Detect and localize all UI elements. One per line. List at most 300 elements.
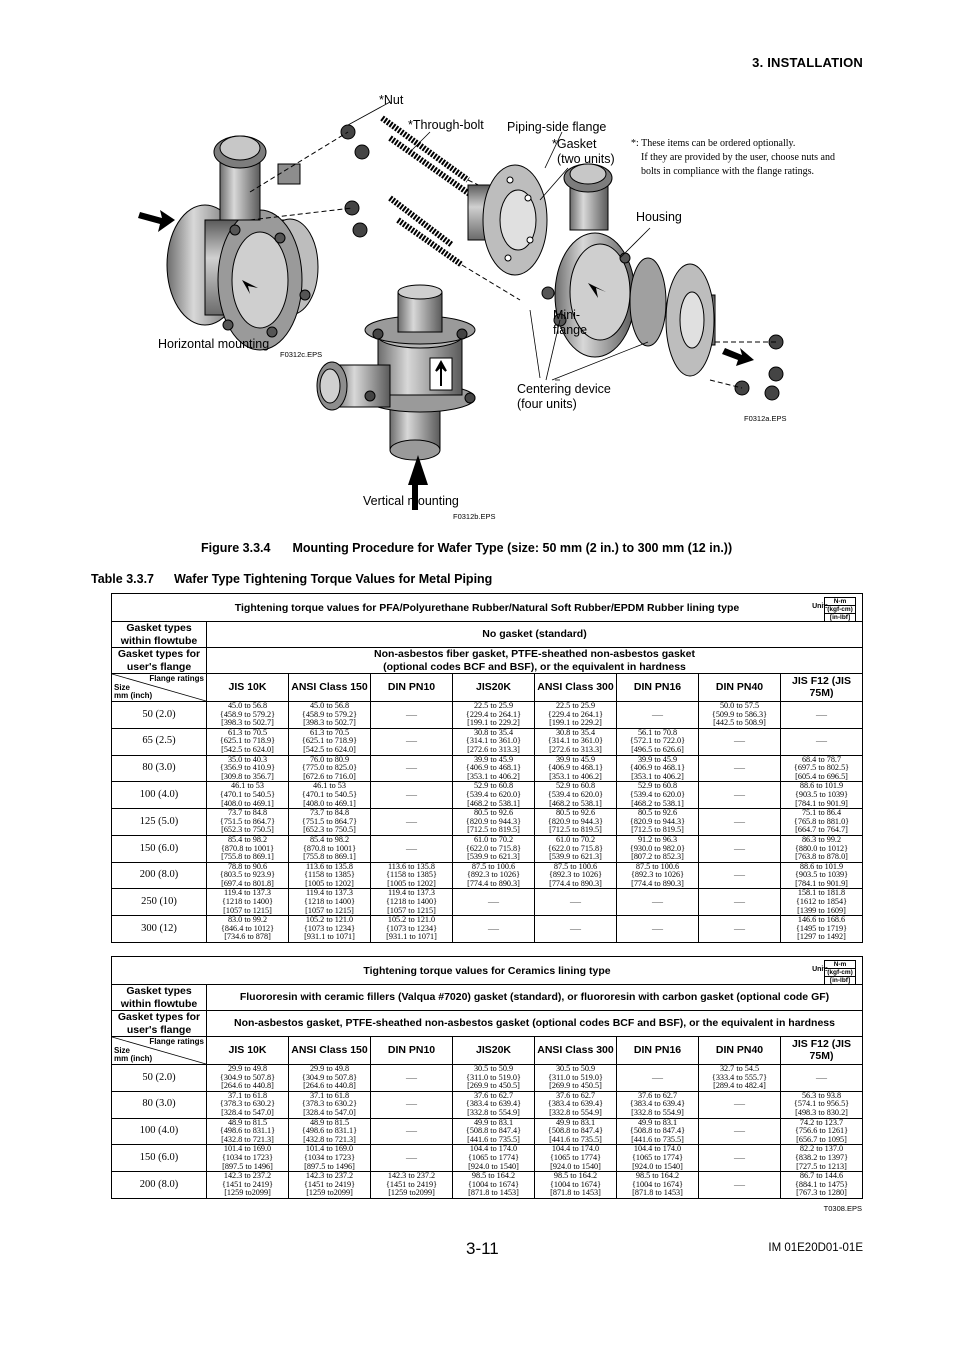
column-header-row [112, 674, 863, 702]
torque-value-line: {378.3 to 630.2} [301, 1099, 358, 1109]
col-header: DIN PN40 [699, 1037, 781, 1065]
torque-value-line: {356.9 to 410.9} [219, 763, 276, 773]
unit-label: Unit: [812, 602, 829, 610]
torque-cell [781, 1172, 863, 1199]
torque-value-line: 30.8 to 35.4 [555, 728, 596, 737]
flowtube-gasket-value: No gasket (standard) [207, 622, 863, 648]
torque-value-line: — [734, 788, 745, 801]
torque-cell [289, 728, 371, 755]
torque-value-line: [542.5 to 624.0] [221, 744, 274, 754]
centering-device-label: Centering device [517, 382, 611, 396]
torque-cell [289, 835, 371, 862]
torque-cell [617, 728, 699, 755]
user-gasket-line1: Non-asbestos fiber gasket, PTFE-sheathed non-asbestos gasket [374, 648, 695, 661]
torque-value-line: — [816, 708, 827, 721]
torque-cell [453, 916, 535, 943]
figure-caption-text: Mounting Procedure for Wafer Type (size: 50 mm (2 in.) to 300 mm (12 in.)) [292, 541, 733, 555]
torque-value-line: {884.1 to 1475} [794, 1179, 849, 1189]
user-gasket-value [207, 648, 863, 674]
torque-value-line: 68.4 to 78.7 [801, 755, 842, 764]
torque-value-line: 52.9 to 60.8 [637, 781, 678, 791]
torque-value-line: [1259 to2099] [306, 1188, 353, 1198]
torque-value-line: [931.1 to 1071] [386, 932, 437, 942]
torque-value-line: {870.8 to 1001} [302, 843, 357, 853]
torque-value-line: 49.9 to 83.1 [473, 1118, 514, 1127]
torque-value-line: — [406, 788, 417, 801]
torque-cell [453, 1172, 535, 1199]
torque-cell [453, 1065, 535, 1092]
torque-cell [535, 916, 617, 943]
torque-value-line: [353.1 to 406.2] [631, 771, 684, 781]
torque-value-line: [264.6 to 440.8] [221, 1081, 274, 1091]
torque-value-line: [269.9 to 450.5] [549, 1081, 602, 1091]
torque-value-line: {378.3 to 630.2} [219, 1099, 276, 1109]
torque-value-line: {314.1 to 361.0} [547, 736, 604, 746]
torque-value-line: 75.1 to 86.4 [801, 808, 842, 818]
torque-cell [289, 1145, 371, 1172]
unit-nm: N-m [825, 961, 855, 969]
torque-value-line: [398.3 to 502.7] [303, 718, 356, 728]
torque-value-line: 82.2 to 137.0 [799, 1144, 844, 1154]
torque-value-line: 22.5 to 25.9 [555, 701, 596, 710]
torque-value-line: [332.8 to 554.9] [467, 1107, 520, 1117]
file-ref-a: F0312a.EPS [744, 414, 787, 423]
size-cell: 65 (2.5) [112, 728, 207, 755]
torque-cell [371, 1172, 453, 1199]
torque-cell [699, 1091, 781, 1118]
torque-value-line: {229.4 to 264.1} [465, 709, 522, 719]
torque-cell [617, 702, 699, 729]
torque-value-line: {383.4 to 639.4} [629, 1099, 686, 1109]
torque-value-line: 46.1 to 53 [231, 781, 264, 791]
col-header: DIN PN40 [699, 674, 781, 702]
torque-cell [535, 1065, 617, 1092]
torque-value-line: 104.4 to 174.0 [633, 1144, 682, 1154]
torque-value-line: — [734, 922, 745, 935]
flange-label: flange [553, 323, 588, 337]
size-cell: 50 (2.0) [112, 1065, 207, 1092]
torque-value-line: 52.9 to 60.8 [473, 781, 514, 791]
torque-value-line: 49.9 to 83.1 [555, 1118, 596, 1127]
torque-value-line: [328.4 to 547.0] [221, 1107, 274, 1117]
torque-value-line: — [406, 708, 417, 721]
torque-cell [535, 889, 617, 916]
torque-cell [781, 809, 863, 836]
torque-value-line: — [734, 1098, 745, 1111]
flange-ratings-label: Flange ratings [149, 674, 204, 683]
piping-side-flange-label: Piping-side flange [507, 120, 607, 134]
horizontal-mounting-label: Horizontal mounting [158, 337, 270, 351]
col-header: JIS F12 (JIS 75M) [781, 1037, 863, 1065]
torque-value-line: 37.1 to 61.8 [309, 1091, 350, 1100]
torque-value-line: 45.0 to 56.8 [309, 701, 350, 710]
torque-value-line: {820.9 to 944.3} [629, 816, 686, 826]
torque-value-line: {1034 to 1723} [303, 1152, 356, 1162]
torque-cell [699, 702, 781, 729]
torque-value-line: 91.2 to 96.3 [637, 835, 678, 844]
torque-cell [371, 835, 453, 862]
torque-value-line: — [734, 842, 745, 855]
torque-cell [535, 728, 617, 755]
torque-cell [371, 782, 453, 809]
torque-value-line: {470.1 to 540.5} [301, 789, 358, 799]
torque-value-line: 73.7 to 84.8 [227, 808, 268, 818]
torque-value-line: {539.4 to 620.0} [465, 789, 522, 799]
torque-value-line: 101.4 to 169.0 [305, 1144, 354, 1154]
torque-cell [699, 755, 781, 782]
torque-cell [781, 889, 863, 916]
torque-cell [289, 916, 371, 943]
torque-cell [617, 782, 699, 809]
file-ref-c: F0312c.EPS [280, 350, 323, 359]
col-header: ANSI Class 150 [289, 1037, 371, 1065]
torque-value-line: 80.5 to 92.6 [637, 808, 678, 818]
col-header: JIS F12 (JIS 75M) [781, 674, 863, 702]
size-unit: mm (inch) [114, 691, 153, 700]
mounting-figure [100, 80, 880, 530]
size-cell: 250 (10) [112, 889, 207, 916]
torque-cell [535, 755, 617, 782]
torque-value-line: — [570, 896, 581, 909]
torque-cell [371, 1145, 453, 1172]
torque-value-line: {751.5 to 864.7} [301, 816, 358, 826]
torque-cell [207, 1172, 289, 1199]
torque-value-line: 30.5 to 50.9 [555, 1064, 596, 1073]
table-caption-text: Wafer Type Tightening Torque Values for Metal Piping [174, 572, 493, 586]
torque-cell [453, 755, 535, 782]
torque-value-line: [712.5 to 819.5] [467, 825, 520, 835]
torque-value-line: [542.5 to 624.0] [303, 744, 356, 754]
torque-value-line: [774.4 to 890.3] [631, 878, 684, 888]
torque-cell [781, 728, 863, 755]
torque-cell [781, 755, 863, 782]
torque-value-line: 105.2 to 121.0 [305, 915, 354, 925]
torque-value-line: {1451 to 2419} [221, 1179, 274, 1189]
torque-cell [371, 755, 453, 782]
torque-value-line: 56.3 to 93.8 [801, 1091, 842, 1100]
nut-label: *Nut [379, 93, 404, 107]
torque-cell [535, 782, 617, 809]
torque-value-line: [763.8 to 878.0] [795, 852, 848, 862]
torque-value-line: [539.9 to 621.3] [467, 852, 520, 862]
torque-value-line: [269.9 to 450.5] [467, 1081, 520, 1091]
torque-value-line: [697.4 to 801.8] [221, 878, 274, 888]
unit-kgfcm: (kgf-cm) [825, 606, 855, 614]
mini-label: Mini- [553, 308, 581, 322]
torque-cell [453, 1091, 535, 1118]
torque-value-line: 48.9 to 81.5 [309, 1118, 350, 1127]
unit-kgfcm: (kgf-cm) [825, 969, 855, 977]
torque-cell [617, 1118, 699, 1145]
torque-cell [781, 782, 863, 809]
torque-table-pfa [111, 593, 863, 943]
col-header: JIS20K [453, 1037, 535, 1065]
torque-value-line: 113.6 to 135.8 [305, 862, 353, 871]
torque-value-line: — [652, 896, 663, 909]
torque-value-line: {892.3 to 1026} [630, 870, 685, 880]
torque-cell [699, 1118, 781, 1145]
torque-value-line: {1158 to 1385} [304, 870, 355, 880]
torque-value-line: — [734, 869, 745, 882]
torque-value-line: {1218 to 1400} [221, 897, 274, 907]
torque-cell [289, 782, 371, 809]
optional-note-line1: *: These items can be ordered optionally. [631, 138, 796, 149]
table-row [112, 702, 863, 729]
torque-value-line: 88.6 to 101.9 [799, 862, 844, 871]
torque-value-line: {892.3 to 1026} [548, 870, 603, 880]
torque-value-line: {880.0 to 1012} [794, 843, 849, 853]
torque-cell [371, 728, 453, 755]
torque-value-line: 98.5 to 164.2 [635, 1171, 680, 1181]
table-row [112, 1172, 863, 1199]
torque-value-line: {406.9 to 468.1} [629, 763, 686, 773]
torque-value-line: {572.1 to 722.0} [629, 736, 686, 746]
col-header: JIS20K [453, 674, 535, 702]
torque-value-line: 29.9 to 49.8 [227, 1064, 268, 1073]
torque-value-line: {756.6 to 1261} [794, 1126, 849, 1136]
torque-value-line: {383.4 to 639.4} [465, 1099, 522, 1109]
flowtube-gasket-value: Fluororesin with ceramic fillers (Valqua #7020) gasket (standard), or fluororesin with carbon gasket (optional code GF) [207, 985, 863, 1011]
torque-cell [371, 862, 453, 889]
torque-value-line: 119.4 to 137.3 [223, 888, 271, 898]
table-file-ref: T0308.EPS [823, 1204, 862, 1213]
torque-value-line: 52.9 to 60.8 [555, 781, 596, 791]
torque-value-line: 48.9 to 81.5 [227, 1118, 268, 1127]
torque-value-line: {1612 to 1854} [795, 897, 848, 907]
torque-cell [617, 862, 699, 889]
figure-caption-number: Figure 3.3.4 [201, 541, 271, 555]
unit-box [824, 960, 856, 985]
flange-ratings-label: Flange ratings [149, 1037, 204, 1046]
torque-cell [617, 1065, 699, 1092]
torque-value-line: [871.8 to 1453] [550, 1188, 601, 1198]
col-header: DIN PN10 [371, 674, 453, 702]
torque-cell [781, 1065, 863, 1092]
torque-cell [207, 835, 289, 862]
torque-value-line: [539.9 to 621.3] [549, 852, 602, 862]
torque-cell [453, 809, 535, 836]
torque-value-line: [1005 to 1202] [305, 878, 354, 888]
torque-value-line: [712.5 to 819.5] [631, 825, 684, 835]
torque-value-line: {498.6 to 831.1} [219, 1126, 276, 1136]
torque-value-line: [272.6 to 313.3] [467, 744, 520, 754]
torque-value-line: [755.8 to 869.1] [303, 852, 356, 862]
torque-value-line: {820.9 to 944.3} [547, 816, 604, 826]
torque-value-line: 104.4 to 174.0 [469, 1144, 518, 1154]
torque-value-line: {574.1 to 956.5} [793, 1099, 850, 1109]
torque-value-line: {1451 to 2419} [303, 1179, 356, 1189]
size-cell: 300 (12) [112, 916, 207, 943]
torque-value-line: 76.0 to 80.9 [309, 755, 350, 764]
torque-value-line: {1218 to 1400} [303, 897, 356, 907]
size-text: Size [114, 1046, 131, 1055]
torque-cell [699, 862, 781, 889]
torque-value-line: 37.6 to 62.7 [637, 1091, 678, 1100]
torque-value-line: — [406, 1125, 417, 1138]
torque-value-line: 39.9 to 45.9 [473, 755, 514, 764]
torque-value-line: {846.4 to 1012} [220, 923, 275, 933]
torque-value-line: — [734, 762, 745, 775]
torque-cell [207, 702, 289, 729]
torque-value-line: {1073 to 1234} [303, 923, 356, 933]
torque-cell [781, 916, 863, 943]
torque-value-line: — [816, 735, 827, 748]
torque-value-line: [408.0 to 469.1] [221, 798, 274, 808]
torque-value-line: {1065 to 1774} [549, 1152, 602, 1162]
torque-value-line: 29.9 to 49.8 [309, 1064, 350, 1073]
torque-value-line: [432.8 to 721.3] [303, 1134, 356, 1144]
torque-value-line: {304.9 to 507.8} [301, 1072, 358, 1082]
torque-value-line: — [406, 735, 417, 748]
col-header: ANSI Class 300 [535, 674, 617, 702]
unit-label: Unit: [812, 965, 829, 973]
torque-cell [535, 809, 617, 836]
torque-value-line: 142.3 to 237.2 [305, 1171, 354, 1181]
torque-value-line: 37.1 to 61.8 [227, 1091, 268, 1100]
torque-value-line: [1399 to 1609] [797, 905, 846, 915]
torque-value-line: {1065 to 1774} [631, 1152, 684, 1162]
torque-value-line: [468.2 to 538.1] [631, 798, 684, 808]
torque-cell [371, 1091, 453, 1118]
size-label [114, 1047, 152, 1063]
housing-label: Housing [636, 210, 682, 224]
torque-value-line: {751.5 to 864.7} [219, 816, 276, 826]
column-header-row [112, 1037, 863, 1065]
size-cell: 80 (3.0) [112, 755, 207, 782]
table2-body [112, 1065, 863, 1199]
torque-value-line: [712.5 to 819.5] [549, 825, 602, 835]
torque-cell [207, 916, 289, 943]
torque-value-line: {903.5 to 1039} [794, 789, 849, 799]
torque-cell [289, 862, 371, 889]
torque-value-line: {311.0 to 519.0} [548, 1072, 603, 1082]
torque-cell [781, 1145, 863, 1172]
torque-value-line: [1057 to 1215] [387, 905, 436, 915]
torque-cell [289, 809, 371, 836]
torque-value-line: [498.3 to 830.2] [795, 1107, 848, 1117]
torque-cell [453, 862, 535, 889]
torque-table-ceramics [111, 956, 863, 1199]
torque-value-line: [468.2 to 538.1] [549, 798, 602, 808]
torque-value-line: 74.2 to 123.7 [799, 1118, 844, 1127]
col-header: DIN PN10 [371, 1037, 453, 1065]
col-header: JIS 10K [207, 674, 289, 702]
torque-value-line: [727.5 to 1213] [796, 1161, 847, 1171]
torque-value-line: 142.3 to 237.2 [387, 1171, 436, 1181]
torque-cell [289, 889, 371, 916]
torque-value-line: [774.4 to 890.3] [467, 878, 520, 888]
table-row [112, 728, 863, 755]
torque-value-line: {903.5 to 1039} [794, 870, 849, 880]
torque-cell [781, 1118, 863, 1145]
torque-value-line: {333.4 to 555.7} [711, 1072, 768, 1082]
torque-value-line: 85.4 to 98.2 [227, 835, 268, 844]
torque-value-line: — [734, 815, 745, 828]
torque-value-line: [897.5 to 1496] [304, 1161, 355, 1171]
torque-cell [699, 728, 781, 755]
torque-value-line: [264.6 to 440.8] [303, 1081, 356, 1091]
torque-value-line: 39.9 to 45.9 [555, 755, 596, 764]
torque-value-line: {697.5 to 802.5} [793, 763, 850, 773]
torque-value-line: 142.3 to 237.2 [223, 1171, 272, 1181]
torque-cell [453, 728, 535, 755]
torque-value-line: — [734, 1151, 745, 1164]
col-header: ANSI Class 150 [289, 674, 371, 702]
torque-cell [781, 862, 863, 889]
torque-value-line: [1057 to 1215] [223, 905, 272, 915]
torque-value-line: — [488, 896, 499, 909]
gasket-flowtube-header: Gasket types within flowtube [112, 985, 207, 1011]
torque-value-line: [767.3 to 1280] [796, 1188, 847, 1198]
torque-value-line: [199.1 to 229.2] [467, 718, 520, 728]
torque-cell [371, 1118, 453, 1145]
torque-value-line: 98.5 to 164.2 [553, 1171, 598, 1181]
table-row [112, 1065, 863, 1092]
torque-value-line: 104.4 to 174.0 [551, 1144, 600, 1154]
table-row [112, 889, 863, 916]
torque-value-line: [442.5 to 508.9] [713, 718, 766, 728]
torque-cell [453, 1145, 535, 1172]
torque-cell [699, 916, 781, 943]
size-label [114, 684, 152, 700]
torque-value-line: 146.6 to 168.6 [797, 915, 846, 925]
torque-cell [617, 835, 699, 862]
torque-value-line: 87.5 to 100.6 [635, 862, 680, 871]
torque-cell [535, 835, 617, 862]
torque-value-line: [672.6 to 716.0] [303, 771, 356, 781]
torque-value-line: 87.5 to 100.6 [553, 862, 598, 871]
torque-cell [207, 782, 289, 809]
torque-value-line: 86.3 to 99.2 [801, 835, 842, 844]
torque-value-line: — [734, 896, 745, 909]
torque-value-line: — [652, 708, 663, 721]
torque-value-line: 37.6 to 62.7 [555, 1091, 596, 1100]
size-cell: 200 (8.0) [112, 862, 207, 889]
unit-inlbf: [in-lbf] [829, 976, 851, 984]
torque-value-line: 86.7 to 144.6 [799, 1171, 844, 1181]
torque-value-line: 30.5 to 50.9 [473, 1064, 514, 1073]
torque-cell [781, 702, 863, 729]
torque-value-line: 87.5 to 100.6 [471, 862, 516, 871]
torque-value-line: [924.0 to 1540] [550, 1161, 601, 1171]
table-row [112, 782, 863, 809]
torque-cell [207, 1118, 289, 1145]
torque-value-line: {229.4 to 264.1} [547, 709, 604, 719]
torque-value-line: {838.2 to 1397} [794, 1152, 849, 1162]
torque-cell [699, 782, 781, 809]
torque-value-line: {1004 to 1674} [549, 1179, 602, 1189]
table-row [112, 1118, 863, 1145]
vertical-mounting-label: Vertical mounting [363, 494, 459, 508]
torque-value-line: [734.6 to 878] [224, 932, 271, 942]
torque-value-line: {625.1 to 718.9} [301, 736, 358, 746]
user-gasket-value: Non-asbestos gasket, PTFE-sheathed non-asbestos gasket (optional codes BCF and BSF), or the equivalent in hardness [207, 1011, 863, 1037]
unit-nm: N-m [825, 598, 855, 606]
torque-value-line: — [406, 815, 417, 828]
unit-inlbf: [in-lbf] [829, 613, 851, 621]
torque-value-line: [441.6 to 735.5] [467, 1134, 520, 1144]
torque-value-line: 22.5 to 25.9 [473, 701, 514, 710]
torque-value-line: [398.3 to 502.7] [221, 718, 274, 728]
torque-value-line: {458.9 to 579.2} [219, 709, 276, 719]
torque-value-line: — [652, 922, 663, 935]
table-row [112, 1145, 863, 1172]
optional-note-line2: If they are provided by the user, choose nuts and [641, 152, 835, 163]
torque-cell [699, 1145, 781, 1172]
file-ref-b: F0312b.EPS [453, 512, 496, 521]
torque-value-line: [432.8 to 721.3] [221, 1134, 274, 1144]
torque-cell [207, 889, 289, 916]
